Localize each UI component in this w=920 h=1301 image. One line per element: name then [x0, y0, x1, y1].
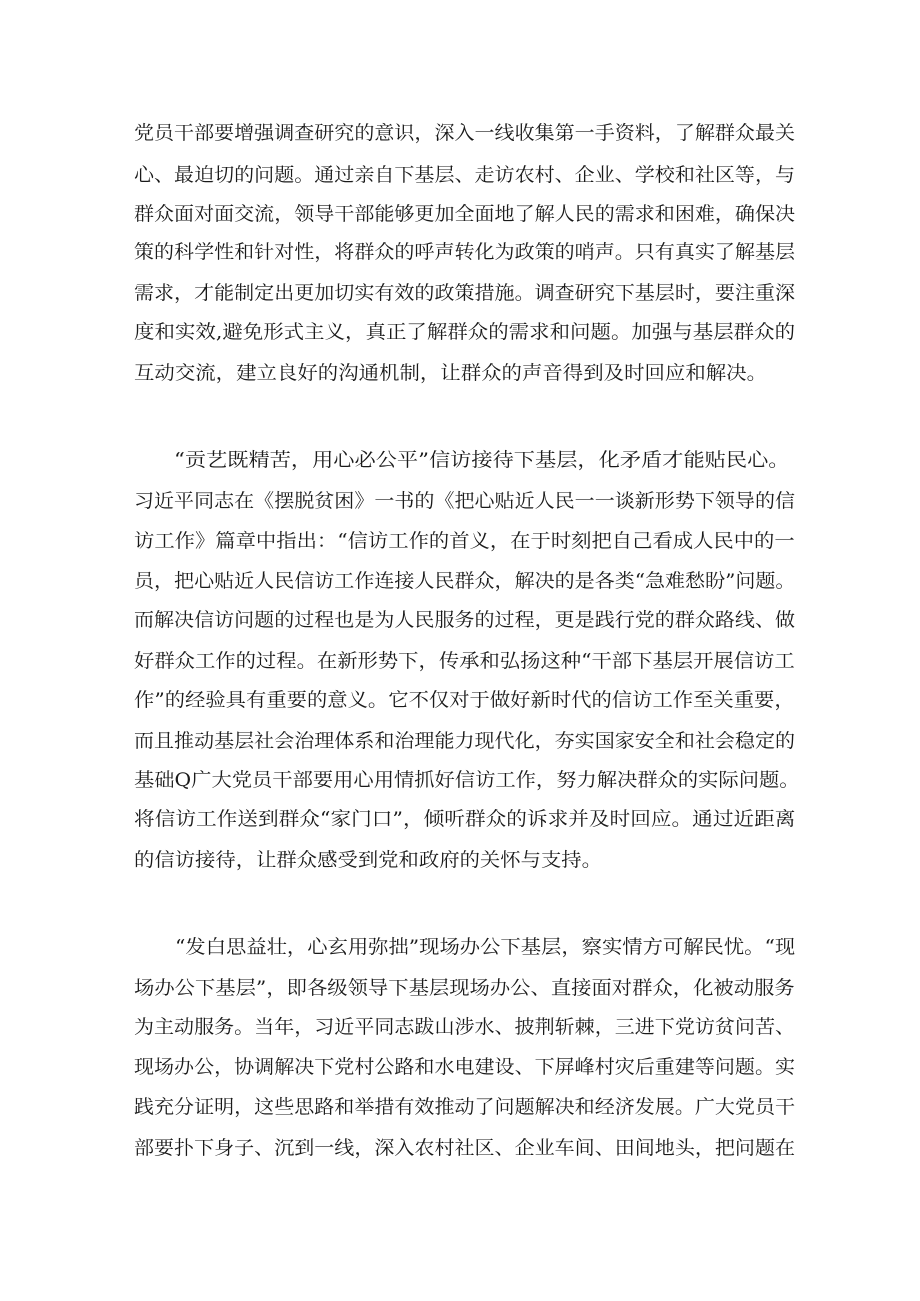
text-line: 互动交流，建立良好的沟通机制，让群众的声音得到及时回应和解决。: [134, 362, 768, 384]
text-line: 党员干部要增强调查研究的意识，深入一线收集第一手资料，了解群众最关: [134, 122, 796, 144]
text-line: 践充分证明，这些思路和举措有效推动了问题解决和经济发展。广大党员干: [134, 1096, 796, 1118]
text-line: 群众面对面交流，领导干部能够更加全面地了解人民的需求和困难，确保决: [134, 203, 796, 225]
text-line: “发白思益壮，心玄用弥拙”现场办公下基层，察实情方可解民忧。“现: [175, 936, 796, 958]
text-line: 将信访工作送到群众“家门口”，倾听群众的诉求并及时回应。通过近距离: [134, 808, 796, 830]
text-line: 好群众工作的过程。在新形势下，传承和弘扬这种“干部下基层开展信访工: [134, 650, 795, 672]
text-line: “贡艺既精苦，用心必公平”信访接待下基层，化矛盾才能贴民心。: [174, 449, 790, 471]
text-line: 部要扑下身子、沉到一线，深入农村社区、企业车间、田间地头，把问题在: [134, 1137, 796, 1159]
text-line: 访工作》篇章中指出：“信访工作的首义，在于时刻把自己看成人民中的一: [134, 530, 795, 552]
text-line: 员，把心贴近人民信访工作连接人民群众，解决的是各类“急难愁盼”问题。: [134, 570, 796, 592]
text-line: 为主动服务。当年，习近平同志跋山涉水、披荆斩棘，三进下党访贫问苦、: [134, 1016, 796, 1038]
text-line: 的信访接待，让群众感受到党和政府的关怀与支持。: [134, 849, 603, 871]
text-line: 基础Q广大党员干部要用心用情抓好信访工作，努力解决群众的实际问题。: [134, 769, 800, 791]
text-line: 而解决信访问题的过程也是为人民服务的过程，更是践行党的群众路线、做: [134, 609, 796, 631]
text-line: 度和实效,避免形式主义，真正了解群众的需求和问题。加强与基层群众的: [134, 321, 796, 343]
text-line: 作”的经验具有重要的意义。它不仅对于做好新时代的信访工作至关重要，: [134, 689, 795, 711]
text-line: 场办公下基层”，即各级领导下基层现场办公、直接面对群众，化被动服务: [134, 977, 795, 999]
text-line: 习近平同志在《摆脱贫困》一书的《把心贴近人民一一谈新形势下领导的信: [134, 490, 796, 512]
text-line: 现场办公，协调解决下党村公路和水电建设、下屏峰村灾后重建等问题。实: [134, 1056, 796, 1078]
text-line: 需求，才能制定出更加切实有效的政策措施。调查研究下基层时，要注重深: [134, 282, 796, 304]
text-line: 而且推动基层社会治理体系和治理能力现代化，夯实国家安全和社会稳定的: [134, 730, 796, 752]
text-line: 策的科学性和针对性，将群众的呼声转化为政策的哨声。只有真实了解基层: [134, 241, 796, 263]
text-line: 心、最迫切的问题。通过亲自下基层、走访农村、企业、学校和社区等，与: [134, 164, 796, 186]
